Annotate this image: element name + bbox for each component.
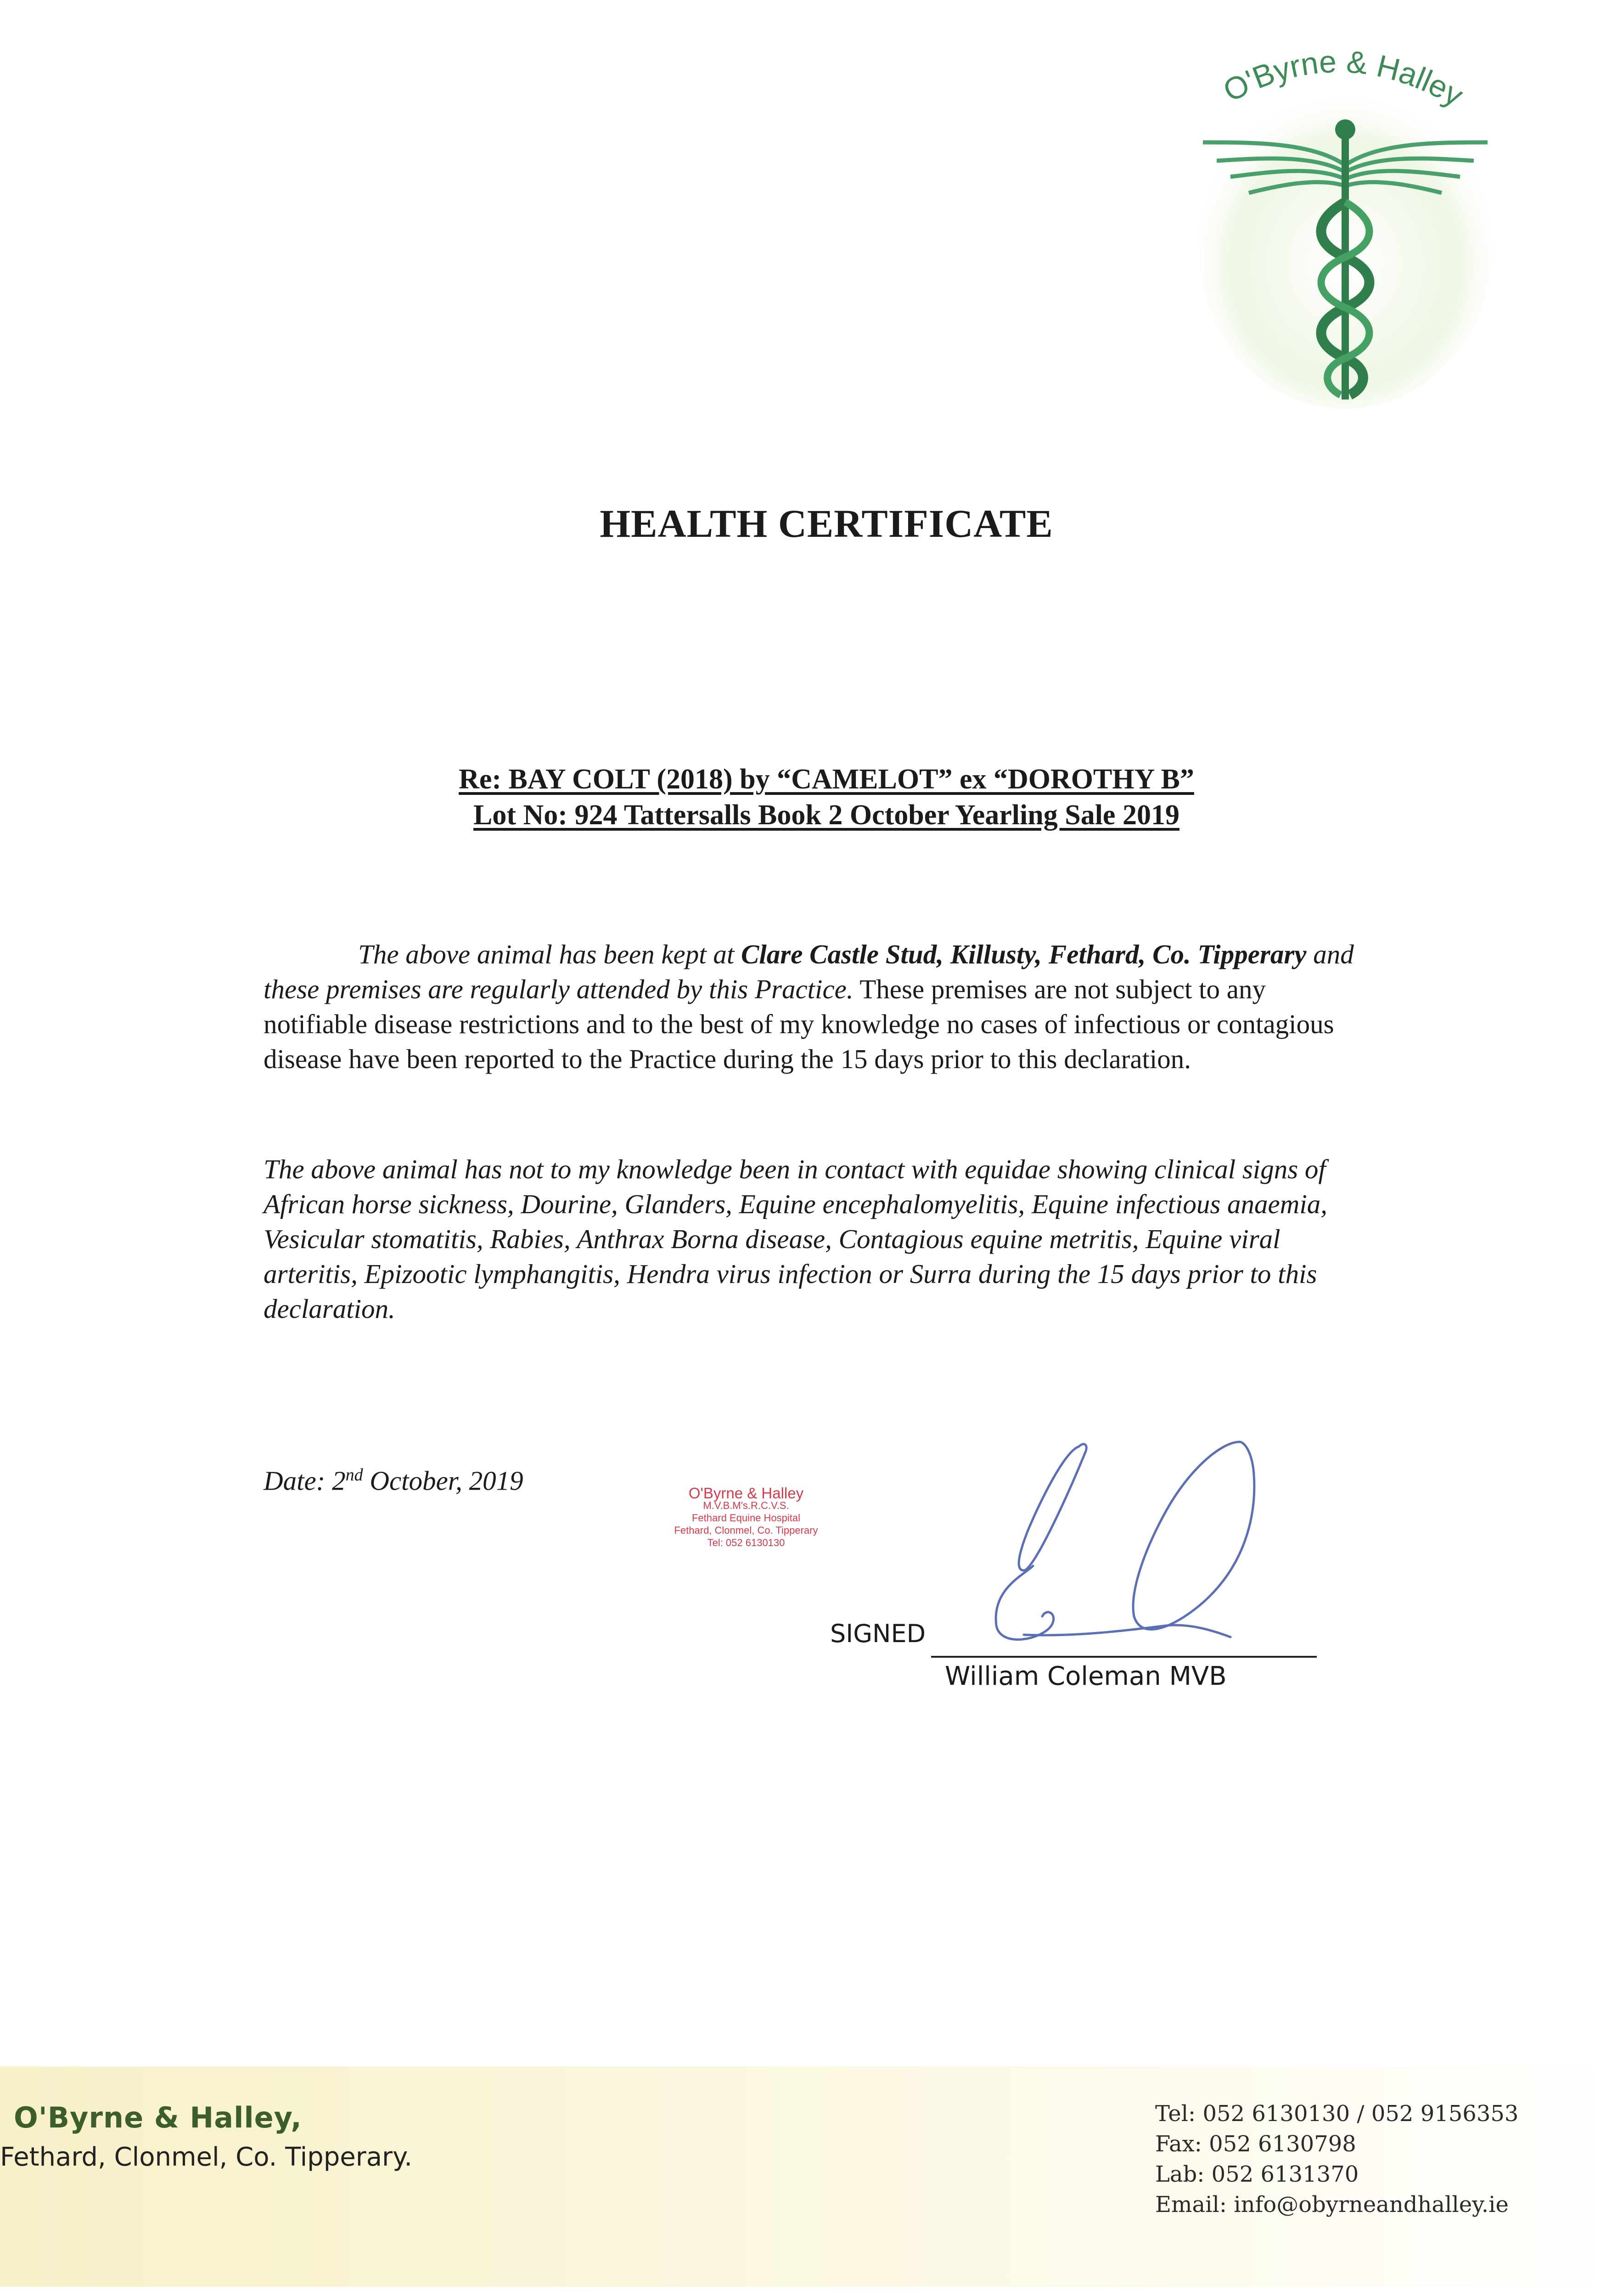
lot-line: Lot No: 924 Tattersalls Book 2 October Yearling Sale 2019	[473, 799, 1179, 831]
stamp-line-1: O'Byrne & Halley	[688, 1485, 804, 1502]
para1-intro: The above animal has been kept at	[358, 939, 741, 969]
footer-practice-name: O'Byrne & Halley,	[14, 2101, 302, 2134]
footer-email: Email: info@obyrneandhalley.ie	[1155, 2192, 1509, 2217]
subject-line: Re: BAY COLT (2018) by “CAMELOT” ex “DOROTHY B”	[459, 764, 1194, 795]
stamp-line-3: Fethard Equine Hospital	[691, 1512, 801, 1524]
date-month-year: October, 2019	[363, 1465, 523, 1496]
page-title: HEALTH CERTIFICATE	[600, 501, 1053, 546]
practice-stamp	[661, 1487, 831, 1549]
para1-attended: and these premises are regularly attended by this Practice.	[264, 939, 1354, 1004]
footer-tel: Tel: 052 6130130 / 052 9156353	[1155, 2101, 1519, 2127]
caduceus-icon	[1175, 28, 1515, 422]
footer-address: Fethard, Clonmel, Co. Tipperary.	[0, 2142, 413, 2172]
premises-location: Clare Castle Stud, Killusty, Fethard, Co. Tipperary	[741, 939, 1307, 969]
handwritten-signature	[973, 1433, 1286, 1662]
date-suffix-ordinal: nd	[345, 1465, 363, 1485]
date-prefix: Date: 2	[264, 1465, 346, 1496]
practice-logo	[1175, 28, 1515, 422]
signer-name: William Coleman MVB	[945, 1661, 1227, 1691]
footer-lab: Lab: 052 6131370	[1155, 2161, 1359, 2187]
premises-paragraph	[264, 937, 1375, 1076]
certificate-date	[264, 1465, 523, 1497]
para1-rest: These premises are not subject to any notifiable disease restrictions and to the best of my knowledge no cases of infectious or contagious disease have been reported to the Practice during the 15 days prior to this declaration.	[264, 974, 1334, 1074]
stamp-line-4: Fethard, Clonmel, Co. Tipperary	[674, 1525, 818, 1536]
footer-contact	[1155, 2099, 1518, 2220]
logo-text: O'Byrne & Halley	[1218, 44, 1469, 113]
footer-fax: Fax: 052 6130798	[1155, 2131, 1356, 2157]
signature-line	[931, 1656, 1317, 1658]
stamp-line-2: M.V.B.M's.R.C.V.S.	[703, 1500, 789, 1511]
signed-label: SIGNED	[830, 1619, 926, 1648]
disease-contact-paragraph: The above animal has not to my knowledge been in contact with equidae showing clinical signs of African horse sickness, Dourine, Glanders, Equine encephalomyelitis, Equine infectious anaemia, Vesicular stomatitis, Rabies, Anthrax Borna disease, Contagious equine metritis, Equine viral arteritis, Epizootic lymphangitis, Hendra virus infection or Surra during the 15 days prior to this declaration.	[264, 1154, 1327, 1324]
stamp-line-5: Tel: 052 6130130	[707, 1537, 785, 1548]
